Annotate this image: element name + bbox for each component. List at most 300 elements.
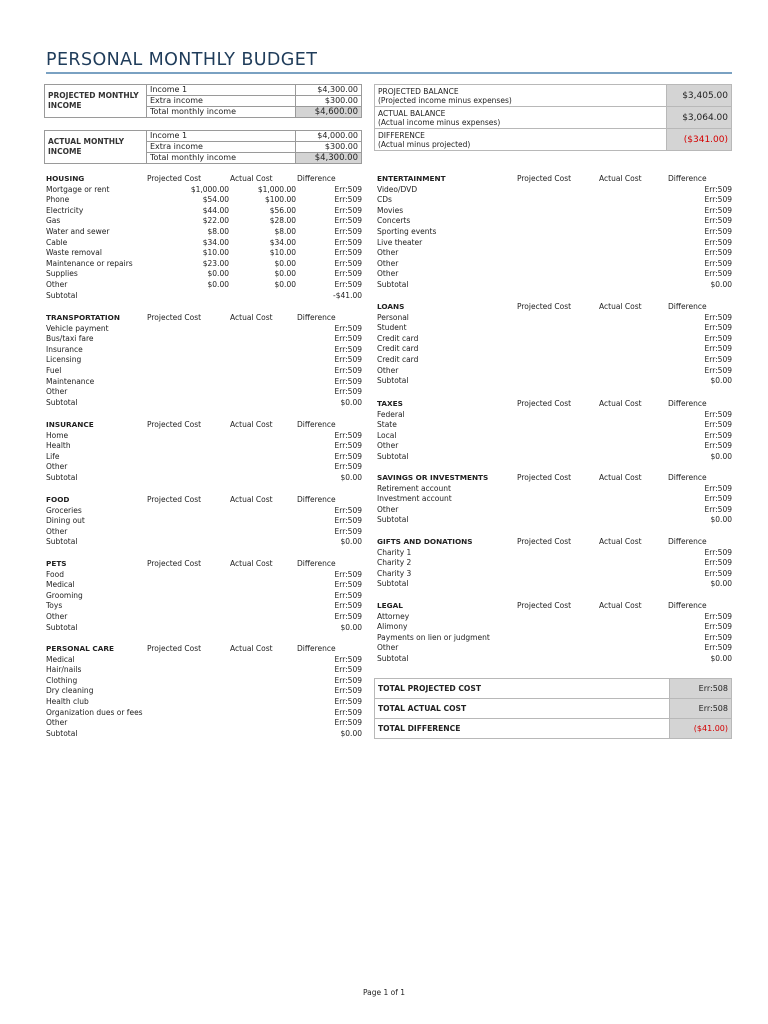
item-name: Federal xyxy=(377,409,405,419)
difference-value: Err:509 xyxy=(334,451,362,461)
budget-row xyxy=(377,431,732,442)
actual-cost: $1,000.00 xyxy=(257,184,296,194)
item-name: Subtotal xyxy=(46,537,78,547)
budget-row xyxy=(46,206,362,217)
difference-value: $0.00 xyxy=(340,537,362,547)
budget-row xyxy=(46,676,362,687)
item-name: Licensing xyxy=(46,355,82,365)
actual-income-table xyxy=(44,130,362,164)
budget-row xyxy=(377,569,732,580)
food-section xyxy=(46,495,362,548)
section-title: PETS xyxy=(46,559,67,568)
balance-note: (Projected income minus expenses) xyxy=(378,95,512,105)
budget-row xyxy=(46,580,362,591)
projected-cost-header: Projected Cost xyxy=(147,559,202,568)
item-name: Student xyxy=(377,323,407,333)
budget-row xyxy=(377,643,732,654)
pets-section xyxy=(46,559,362,633)
item-name: Bus/taxi fare xyxy=(46,334,94,344)
difference-header: Difference xyxy=(297,420,336,429)
actual-cost-header: Actual Cost xyxy=(599,601,642,610)
total-income-value: $4,300.00 xyxy=(296,153,362,164)
difference-value: Err:509 xyxy=(704,344,732,354)
difference-value: Err:509 xyxy=(334,686,362,696)
item-name: Other xyxy=(46,718,68,728)
budget-row xyxy=(377,494,732,505)
difference-value: Err:509 xyxy=(334,505,362,515)
item-name: Subtotal xyxy=(46,397,78,407)
page-footer: Page 1 of 1 xyxy=(362,988,406,997)
balance-note: (Actual income minus expenses) xyxy=(378,117,501,127)
difference-value: Err:509 xyxy=(704,333,732,343)
section-header xyxy=(46,420,362,431)
page-title: PERSONAL MONTHLY BUDGET xyxy=(46,50,318,70)
difference-value: ($341.00) xyxy=(667,129,732,151)
item-name: Personal xyxy=(377,312,409,322)
budget-row xyxy=(46,216,362,227)
projected-cost: $22.00 xyxy=(202,216,229,226)
difference-value: $0.00 xyxy=(710,451,732,461)
budget-row xyxy=(46,280,362,291)
budget-row xyxy=(377,484,732,495)
total-income-value: $4,600.00 xyxy=(296,107,362,118)
budget-row xyxy=(46,269,362,280)
projected-cost: $54.00 xyxy=(202,195,229,205)
difference-value: Err:509 xyxy=(704,547,732,557)
budget-row xyxy=(46,506,362,517)
difference-value: $0.00 xyxy=(340,728,362,738)
section-header xyxy=(377,174,732,185)
budget-row xyxy=(46,334,362,345)
item-name: Other xyxy=(377,643,399,653)
difference-value: Err:509 xyxy=(334,516,362,526)
budget-row xyxy=(46,570,362,581)
item-name: Phone xyxy=(46,195,70,205)
section-title: HOUSING xyxy=(46,174,85,183)
difference-value: Err:509 xyxy=(704,258,732,268)
difference-value: Err:509 xyxy=(334,226,362,236)
difference-value: Err:509 xyxy=(334,654,362,664)
budget-row xyxy=(377,195,732,206)
section-header xyxy=(377,399,732,410)
item-name: Maintenance xyxy=(46,376,95,386)
difference-value: Err:509 xyxy=(704,323,732,333)
budget-row xyxy=(46,185,362,196)
budget-row xyxy=(46,623,362,634)
item-name: Fuel xyxy=(46,365,62,375)
difference-value: Err:509 xyxy=(704,226,732,236)
item-name: Other xyxy=(377,258,399,268)
difference-value: Err:509 xyxy=(334,580,362,590)
projected-cost-header: Projected Cost xyxy=(147,644,202,653)
total-value: Err:508 xyxy=(670,699,732,719)
item-name: Subtotal xyxy=(46,728,78,738)
balance-description xyxy=(375,129,667,151)
budget-row xyxy=(377,420,732,431)
difference-value: Err:509 xyxy=(334,430,362,440)
item-name: Organization dues or fees xyxy=(46,707,143,717)
difference-value: Err:509 xyxy=(334,696,362,706)
actual-cost-header: Actual Cost xyxy=(599,399,642,408)
difference-value: Err:509 xyxy=(704,354,732,364)
total-label: TOTAL ACTUAL COST xyxy=(375,699,670,719)
difference-value: Err:509 xyxy=(704,558,732,568)
section-header xyxy=(46,174,362,185)
balance-table xyxy=(374,84,732,151)
difference-value: Err:509 xyxy=(334,707,362,717)
item-name: Alimony xyxy=(377,622,408,632)
budget-row xyxy=(377,410,732,421)
difference-value: Err:509 xyxy=(704,568,732,578)
item-name: Movies xyxy=(377,205,404,215)
item-name: Subtotal xyxy=(377,579,409,589)
item-name: Grooming xyxy=(46,590,83,600)
item-name: Subtotal xyxy=(377,451,409,461)
actual-cost: $0.00 xyxy=(274,258,296,268)
projected-cost-header: Projected Cost xyxy=(517,399,572,408)
total-value: Err:508 xyxy=(670,679,732,699)
difference-value: Err:509 xyxy=(704,312,732,322)
income-name: Extra income xyxy=(147,96,296,107)
actual-cost-header: Actual Cost xyxy=(230,644,273,653)
actual-cost-header: Actual Cost xyxy=(599,302,642,311)
difference-value: $0.00 xyxy=(710,279,732,289)
loans-section xyxy=(377,302,732,387)
difference-value: Err:509 xyxy=(704,195,732,205)
budget-row xyxy=(46,195,362,206)
item-name: Health xyxy=(46,441,71,451)
projected-cost-header: Projected Cost xyxy=(147,174,202,183)
difference-value: $0.00 xyxy=(710,579,732,589)
section-header xyxy=(377,601,732,612)
budget-row xyxy=(377,548,732,559)
projected-cost: $0.00 xyxy=(207,279,229,289)
difference-value: Err:509 xyxy=(334,216,362,226)
budget-row xyxy=(46,612,362,623)
section-title: INSURANCE xyxy=(46,420,94,429)
budget-row xyxy=(46,227,362,238)
projected-cost-header: Projected Cost xyxy=(517,302,572,311)
item-name: Attorney xyxy=(377,611,410,621)
item-name: Medical xyxy=(46,654,75,664)
difference-value: Err:509 xyxy=(334,195,362,205)
section-title: TAXES xyxy=(377,399,403,408)
item-name: Subtotal xyxy=(46,290,78,300)
total-label: TOTAL DIFFERENCE xyxy=(375,719,670,739)
income-value: $300.00 xyxy=(296,142,362,153)
difference-value: Err:509 xyxy=(334,718,362,728)
housing-section xyxy=(46,174,362,301)
budget-row xyxy=(46,686,362,697)
difference-value: $0.00 xyxy=(340,622,362,632)
item-name: Dining out xyxy=(46,516,85,526)
difference-header: Difference xyxy=(668,601,707,610)
difference-value: Err:509 xyxy=(334,675,362,685)
actual-cost-header: Actual Cost xyxy=(599,174,642,183)
projected-cost-header: Projected Cost xyxy=(147,420,202,429)
item-name: Toys xyxy=(46,601,63,611)
item-name: State xyxy=(377,420,397,430)
item-name: Home xyxy=(46,430,69,440)
balance-value: $3,405.00 xyxy=(667,85,732,107)
difference-value: Err:509 xyxy=(704,237,732,247)
item-name: Gas xyxy=(46,216,61,226)
difference-header: Difference xyxy=(297,313,336,322)
difference-value: $0.00 xyxy=(340,472,362,482)
budget-row xyxy=(46,473,362,484)
budget-row xyxy=(46,238,362,249)
section-title: LOANS xyxy=(377,302,405,311)
balance-description xyxy=(375,107,667,129)
income-name: Total monthly income xyxy=(147,153,296,164)
budget-row xyxy=(377,323,732,334)
budget-row xyxy=(377,313,732,324)
budget-row xyxy=(46,527,362,538)
section-title: ENTERTAINMENT xyxy=(377,174,446,183)
taxes-section xyxy=(377,399,732,463)
title-rule xyxy=(46,72,732,74)
actual-cost-header: Actual Cost xyxy=(230,313,273,322)
budget-row xyxy=(46,355,362,366)
income-name: Income 1 xyxy=(147,85,296,96)
section-title: LEGAL xyxy=(377,601,403,610)
difference-value: Err:509 xyxy=(334,258,362,268)
difference-value: Err:509 xyxy=(704,409,732,419)
actual-cost-header: Actual Cost xyxy=(599,473,642,482)
entertainment-section xyxy=(377,174,732,291)
budget-row xyxy=(377,334,732,345)
budget-row xyxy=(377,622,732,633)
projected-cost: $0.00 xyxy=(207,269,229,279)
section-header xyxy=(46,644,362,655)
item-name: Dry cleaning xyxy=(46,686,94,696)
difference-value: Err:509 xyxy=(704,643,732,653)
projected-cost-header: Projected Cost xyxy=(517,473,572,482)
gifts-section xyxy=(377,537,732,590)
difference-header: Difference xyxy=(668,174,707,183)
actual-cost: $0.00 xyxy=(274,269,296,279)
budget-row xyxy=(377,366,732,377)
budget-row xyxy=(46,441,362,452)
income-value: $4,000.00 xyxy=(296,131,362,142)
item-name: Charity 3 xyxy=(377,568,412,578)
budget-row xyxy=(46,708,362,719)
budget-row xyxy=(46,259,362,270)
section-title: SAVINGS OR INVESTMENTS xyxy=(377,473,489,482)
difference-value: Err:509 xyxy=(334,205,362,215)
difference-value: Err:509 xyxy=(334,601,362,611)
difference-value: Err:509 xyxy=(334,184,362,194)
item-name: Subtotal xyxy=(46,622,78,632)
actual-cost: $100.00 xyxy=(264,195,296,205)
difference-value: Err:509 xyxy=(704,483,732,493)
projected-cost-header: Projected Cost xyxy=(517,174,572,183)
projected-cost: $1,000.00 xyxy=(190,184,229,194)
item-name: Live theater xyxy=(377,237,423,247)
difference-value: Err:509 xyxy=(334,323,362,333)
item-name: Clothing xyxy=(46,675,78,685)
actual-cost-header: Actual Cost xyxy=(230,495,273,504)
actual-cost-header: Actual Cost xyxy=(599,537,642,546)
budget-row xyxy=(377,280,732,291)
difference-value: Err:509 xyxy=(704,441,732,451)
difference-value: Err:509 xyxy=(704,420,732,430)
budget-row xyxy=(377,206,732,217)
difference-value: -$41.00 xyxy=(333,290,362,300)
item-name: Subtotal xyxy=(377,279,409,289)
projected-cost: $10.00 xyxy=(202,248,229,258)
income-value: $4,300.00 xyxy=(296,85,362,96)
difference-header: Difference xyxy=(668,302,707,311)
budget-row xyxy=(377,558,732,569)
section-header xyxy=(377,473,732,484)
difference-value: Err:509 xyxy=(704,611,732,621)
difference-value: Err:509 xyxy=(704,365,732,375)
section-header xyxy=(377,537,732,548)
budget-row xyxy=(46,398,362,409)
budget-row xyxy=(377,238,732,249)
budget-row xyxy=(46,665,362,676)
difference-value: Err:509 xyxy=(704,248,732,258)
difference-value: Err:509 xyxy=(334,248,362,258)
income-name: Income 1 xyxy=(147,131,296,142)
difference-header: Difference xyxy=(297,174,336,183)
difference-value: Err:509 xyxy=(334,376,362,386)
difference-header: Difference xyxy=(297,644,336,653)
difference-value: Err:509 xyxy=(704,504,732,514)
difference-value: Err:509 xyxy=(334,665,362,675)
item-name: Concerts xyxy=(377,216,411,226)
budget-row xyxy=(46,537,362,548)
difference-value: Err:509 xyxy=(334,590,362,600)
budget-row xyxy=(377,269,732,280)
item-name: Credit card xyxy=(377,344,419,354)
total-difference-value: ($41.00) xyxy=(670,719,732,739)
difference-value: Err:509 xyxy=(334,237,362,247)
budget-row xyxy=(46,591,362,602)
item-name: Charity 2 xyxy=(377,558,412,568)
item-name: Hair/nails xyxy=(46,665,82,675)
budget-row xyxy=(377,185,732,196)
difference-header: Difference xyxy=(297,559,336,568)
item-name: Subtotal xyxy=(377,376,409,386)
budget-row xyxy=(46,462,362,473)
totals-table xyxy=(374,678,732,739)
difference-value: Err:509 xyxy=(334,365,362,375)
actual-cost: $28.00 xyxy=(269,216,296,226)
difference-value: Err:509 xyxy=(334,334,362,344)
item-name: Supplies xyxy=(46,269,78,279)
difference-value: Err:509 xyxy=(334,526,362,536)
item-name: Video/DVD xyxy=(377,184,418,194)
difference-value: Err:509 xyxy=(704,184,732,194)
budget-row xyxy=(46,729,362,740)
balance-description xyxy=(375,85,667,107)
difference-value: Err:509 xyxy=(704,216,732,226)
budget-row xyxy=(46,377,362,388)
insurance-section xyxy=(46,420,362,484)
income-name: Total monthly income xyxy=(147,107,296,118)
difference-value: $0.00 xyxy=(710,515,732,525)
difference-value: Err:509 xyxy=(334,611,362,621)
difference-value: Err:509 xyxy=(704,430,732,440)
actual-income-label: ACTUAL MONTHLY INCOME xyxy=(45,131,147,164)
item-name: Credit card xyxy=(377,333,419,343)
budget-row xyxy=(46,452,362,463)
actual-cost: $8.00 xyxy=(274,226,296,236)
section-title: FOOD xyxy=(46,495,70,504)
actual-cost: $56.00 xyxy=(269,205,296,215)
balance-note: (Actual minus projected) xyxy=(378,139,471,149)
difference-value: Err:509 xyxy=(334,569,362,579)
balance-title: DIFFERENCE xyxy=(378,130,425,140)
budget-row xyxy=(377,654,732,665)
projected-cost: $23.00 xyxy=(202,258,229,268)
difference-value: Err:509 xyxy=(334,344,362,354)
projected-income-label: PROJECTED MONTHLY INCOME xyxy=(45,85,147,118)
budget-row xyxy=(46,516,362,527)
budget-row xyxy=(377,612,732,623)
budget-row xyxy=(46,366,362,377)
projected-cost: $44.00 xyxy=(202,205,229,215)
difference-value: Err:509 xyxy=(704,205,732,215)
item-name: Subtotal xyxy=(377,653,409,663)
transportation-section xyxy=(46,313,362,408)
personal-care-section xyxy=(46,644,362,739)
budget-row xyxy=(46,291,362,302)
projected-cost-header: Projected Cost xyxy=(517,537,572,546)
item-name: Subtotal xyxy=(46,472,78,482)
item-name: Other xyxy=(46,462,68,472)
budget-row xyxy=(377,579,732,590)
budget-row xyxy=(46,248,362,259)
difference-header: Difference xyxy=(668,399,707,408)
income-value: $300.00 xyxy=(296,96,362,107)
item-name: Investment account xyxy=(377,494,452,504)
item-name: Life xyxy=(46,451,60,461)
budget-row xyxy=(377,505,732,516)
difference-value: Err:509 xyxy=(334,441,362,451)
item-name: Other xyxy=(377,441,399,451)
actual-cost-header: Actual Cost xyxy=(230,420,273,429)
actual-cost-header: Actual Cost xyxy=(230,174,273,183)
item-name: Food xyxy=(46,569,64,579)
difference-value: $0.00 xyxy=(710,653,732,663)
savings-section xyxy=(377,473,732,526)
item-name: Insurance xyxy=(46,344,83,354)
budget-row xyxy=(46,345,362,356)
income-name: Extra income xyxy=(147,142,296,153)
item-name: Other xyxy=(377,248,399,258)
item-name: Mortgage or rent xyxy=(46,184,110,194)
item-name: Retirement account xyxy=(377,483,451,493)
balance-title: ACTUAL BALANCE xyxy=(378,108,446,118)
section-header xyxy=(46,559,362,570)
difference-value: $0.00 xyxy=(340,397,362,407)
projected-cost: $34.00 xyxy=(202,237,229,247)
budget-row xyxy=(377,515,732,526)
item-name: Other xyxy=(46,611,68,621)
item-name: Local xyxy=(377,430,397,440)
budget-row xyxy=(377,216,732,227)
difference-value: $0.00 xyxy=(710,376,732,386)
section-header xyxy=(377,302,732,313)
budget-row xyxy=(377,452,732,463)
section-title: GIFTS AND DONATIONS xyxy=(377,537,473,546)
total-label: TOTAL PROJECTED COST xyxy=(375,679,670,699)
item-name: Electricity xyxy=(46,205,84,215)
item-name: Other xyxy=(377,269,399,279)
